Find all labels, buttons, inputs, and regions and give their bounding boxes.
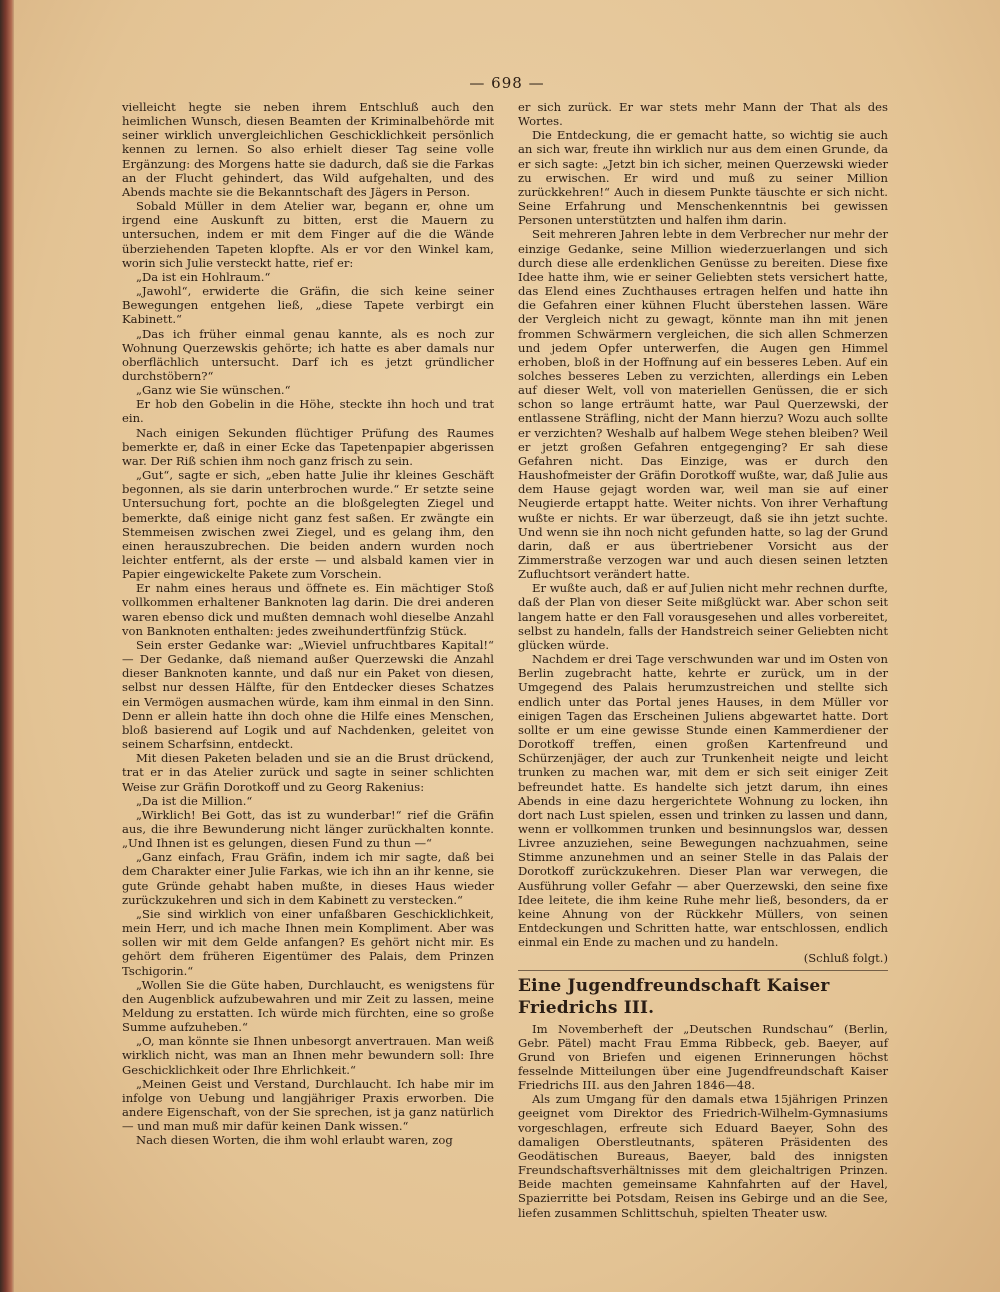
paragraph: „Das ich früher einmal genau kannte, als es noch zur Wohnung Querzewskis gehörte; ich hatte es aber damals nur oberflächlich untersucht. Darf ich es jetzt gründlicher durchstöbern?“: [122, 326, 494, 383]
paragraph: „O, man könnte sie Ihnen unbesorgt anvertrauen. Man weiß wirklich nicht, was man an Ihnen mehr bewundern soll: Ihre Geschicklichkeit oder Ihre Ehrlichkeit.“: [122, 1034, 494, 1077]
left-column: [122, 100, 494, 1190]
paragraph: „Ganz einfach, Frau Gräfin, indem ich mir sagte, daß bei dem Charakter einer Julie Farkas, wie ich ihn an ihr kenne, sie gute Gründe gehabt haben mußte, in dieses Haus wieder zurückzukehren und sich in dem Kabinett zu verstecken.“: [122, 850, 494, 907]
paragraph: Sobald Müller in dem Atelier war, begann er, ohne um irgend eine Auskunft zu bitten, erst die Mauern zu untersuchen, indem er mit dem Finger auf die die Wände überziehenden Tapeten klopfte. Als er vor den Winkel kam, worin sich Julie versteckt hatte, rief er:: [122, 199, 494, 270]
book-spine: [0, 0, 14, 1292]
paragraph: „Wollen Sie die Güte haben, Durchlaucht, es wenigstens für den Augenblick aufzubewahren und mir Zeit zu lassen, meine Meldung zu erstatten. Ich würde mich fürchten, eine so große Summe aufzuheben.“: [122, 977, 494, 1035]
right-column: [518, 100, 888, 1220]
paragraph: Nach diesen Worten, die ihm wohl erlaubt waren, zog: [136, 1133, 453, 1148]
paragraph: Nach einigen Sekunden flüchtiger Prüfung des Raumes bemerkte er, daß in einer Ecke das Tapetenpapier abgerissen war. Der Riß schien ihm noch ganz frisch zu sein.: [122, 425, 494, 468]
paragraph: „Sie sind wirklich von einer unfaßbaren Geschicklichkeit, mein Herr, und ich mache Ihnen mein Kompliment. Aber was sollen wir mit dem Gelde anfangen? Es gehört nicht mir. Es gehört dem früheren Eigentümer des Palais, dem Prinzen Tschigorin.“: [122, 906, 494, 978]
paragraph: Er nahm eines heraus und öffnete es. Ein mächtiger Stoß vollkommen erhaltener Banknoten lag darin. Die drei anderen waren ebenso dick und mußten demnach wohl dieselbe Anzahl von Banknoten enthalten: jedes zweihundertfünfzig Stück.: [122, 581, 494, 638]
paragraph: „Ganz wie Sie wünschen.“: [136, 383, 291, 398]
continued-note: (Schluß folgt.): [803, 951, 888, 966]
page-number: — 698 —: [469, 74, 545, 92]
paragraph: vielleicht hegte sie neben ihrem Entschluß auch den heimlichen Wunsch, diesen Beamten der Kriminalbehörde mit seiner wirklich unvergleichlichen Geschicklichkeit persönlich kennen zu lernen. So also erhielt dieser Tag seine volle Ergänzung: des Morgens hatte sie dadurch, daß sie die Farkas an der Flucht gehindert, das Wild aufgehalten, und des Abends machte sie die Bekanntschaft des Jägers in Person.: [122, 100, 494, 199]
article-paragraph: Als zum Umgang für den damals etwa 15jährigen Prinzen geeignet vom Direktor des Friedrich-Wilhelm-Gymnasiums vorgeschlagen, erfreute sich Eduard Baeyer, Sohn des damaligen Oberstleutnants, späteren Präsidenten des Geodätischen Bureaus, Baeyer, bald des innigsten Freundschaftsverhältnisses mit dem gleichaltrigen Prinzen. Beide machten gemeinsame Kahnfahrten auf der Havel, Spazierritte bei Potsdam, Reisen ins Gebirge und an die See, liefen zusammen Schlittschuh, spielten Theater usw.: [518, 1092, 888, 1220]
newspaper-page: [14, 0, 1000, 1292]
paragraph: „Gut“, sagte er sich, „eben hatte Julie ihr kleines Geschäft begonnen, als sie darin unterbrochen wurde.“ Er setzte seine Untersuchung fort, pochte an die bloßgelegten Ziegel und bemerkte, daß einige nicht ganz fest saßen. Er zwängte ein Stemmeisen zwischen zwei Ziegel, und es gelang ihm, den einen herauszubrechen. Die beiden andern wurden noch leichter entfernt, als der erste — und alsbald kamen vier in Papier eingewickelte Pakete zum Vorschein.: [122, 468, 494, 582]
paragraph: Seit mehreren Jahren lebte in dem Verbrecher nur mehr der einzige Gedanke, seine Million wiederzuerlangen und sich durch diese alle erdenklichen Genüsse zu bereiten. Diese fixe Idee hatte ihm, wie er seiner Geliebten stets versichert hatte, das Elend eines Zuchthauses ertragen helfen und hatte ihn die Gefahren einer kühnen Flucht überstehen lassen. Wäre der Vergleich nicht zu gewagt, könnte man ihn mit jenen frommen Schwärmern vergleichen, die sich allen Schmerzen und jedem Opfer unterwerfen, die Augen gen Himmel erhoben, bloß in der Hoffnung auf ein besseres Leben. Auf ein solches besseres Leben zu verzichten, allerdings ein Leben auf dieser Welt, voll von materiellen Genüssen, die er sich schon so lange erträumt hatte, war Paul Querzewski, der entlassene Sträfling, nicht der Mann hierzu? Wozu auch sollte er verzichten? Weshalb auf halbem Wege stehen bleiben? Weil er jetzt großen Gefahren entgegenging? Er sah diese Gefahren nicht. Das Einzige, was er durch den Haushofmeister der Gräfin Dorotkoff wußte, war, daß Julie aus dem Hause gejagt worden war, weil man sie auf einer Neugierde ertappt hatte. Weiter nichts. Von ihrer Verhaftung wußte er nichts. Er war überzeugt, daß sie ihn jetzt suchte. Und wenn sie ihn noch nicht gefunden hatte, so lag der Grund darin, daß er aus übertriebener Vorsicht aus der Zimmerstraße verzogen war und auch diesen seinen letzten Zufluchtsort verändert hatte.: [518, 227, 888, 582]
paragraph: Mit diesen Paketen beladen und sie an die Brust drückend, trat er in das Atelier zurück und sagte in seiner schlichten Weise zur Gräfin Dorotkoff und zu Georg Rakenius:: [122, 751, 494, 794]
paragraph: Die Entdeckung, die er gemacht hatte, so wichtig sie auch an sich war, freute ihn wirklich nur aus dem einen Grunde, da er sich sagte: „Jetzt bin ich sicher, meinen Querzewski wieder zu erwischen. Er wird und muß zu seiner Million zurückkehren!“ Auch in diesem Punkte täuschte er sich nicht. Seine Erfahrung und Menschenkenntnis bei gewissen Personen unterstützten und halfen ihm darin.: [518, 128, 888, 228]
paragraph: „Meinen Geist und Verstand, Durchlaucht. Ich habe mir im infolge von Uebung und langjähriger Praxis erworben. Die andere Eigenschaft, von der Sie sprechen, ist ja ganz natürlich — und man muß mir dafür keinen Dank wissen.“: [122, 1076, 494, 1134]
article-headline: Eine Jugendfreundschaft Kaiser Friedrichs III.: [518, 975, 830, 1018]
paragraph: Er hob den Gobelin in die Höhe, steckte ihn hoch und trat ein.: [122, 397, 494, 426]
article-paragraph: Im Novemberheft der „Deutschen Rundschau“ (Berlin, Gebr. Pätel) macht Frau Emma Ribbeck, geb. Baeyer, auf Grund von Briefen und eigenen Erinnerungen höchst fesselnde Mitteilungen über eine Jugendfreundschaft Kaiser Friedrichs III. aus den Jahren 1846—48.: [518, 1021, 888, 1093]
paragraph: „Da ist die Million.“: [136, 793, 253, 808]
paragraph: „Wirklich! Bei Gott, das ist zu wunderbar!“ rief die Gräfin aus, die ihre Bewunderung nicht länger zurückhalten konnte. „Und Ihnen ist es gelungen, diesen Fund zu thun —“: [122, 807, 494, 851]
paragraph: er sich zurück. Er war stets mehr Mann der That als des Wortes.: [518, 100, 888, 129]
article-divider: [518, 970, 888, 971]
paragraph: „Jawohl“, erwiderte die Gräfin, die sich keine seiner Bewegungen entgehen ließ, „diese Tapete verbirgt ein Kabinett.“: [122, 284, 494, 327]
paragraph: Sein erster Gedanke war: „Wieviel unfruchtbares Kapital!“ — Der Gedanke, daß niemand außer Querzewski die Anzahl dieser Banknoten kannte, und daß nur ein Paket von diesen, selbst nur dessen Hälfte, für den Entdecker dieses Schatzes ein Vermögen ausmachen würde, kam ihm einmal in den Sinn. Denn er allein hatte ihn doch ohne die Hilfe eines Menschen, bloß basierend auf Logik und auf Nachdenken, geleitet von seinem Scharfsinn, entdeckt.: [122, 637, 494, 752]
paragraph: Er wußte auch, daß er auf Julien nicht mehr rechnen durfte, daß der Plan von dieser Seite mißglückt war. Aber schon seit langem hatte er den Fall vorausgesehen und alles vorbereitet, selbst zu handeln, falls der Handstreich seiner Geliebten nicht glücken würde.: [518, 581, 888, 652]
paragraph: „Da ist ein Hohlraum.“: [136, 269, 271, 284]
paragraph: Nachdem er drei Tage verschwunden war und im Osten von Berlin zugebracht hatte, kehrte er zurück, um in der Umgegend des Palais herumzustreichen und stellte sich endlich unter das Portal jenes Hauses, in dem Müller vor einigen Tagen das Erscheinen Juliens abgewartet hatte. Dort sollte er um eine gewisse Stunde einen Kammerdiener der Dorotkoff treffen, einen großen Kartenfreund und Schürzenjäger, der auch zur Trunkenheit neigte und leicht trunken zu machen war, mit dem er sich seit einiger Zeit befreundet hatte. Es handelte sich jetzt darum, ihn eines Abends in eine dazu hergerichtete Wohnung zu locken, ihn dort nach Lust spielen, essen und trinken zu lassen und dann, wenn er vollkommen trunken und besinnungslos war, dessen Livree anzuziehen, seine Bewegungen nachzuahmen, seine Stimme anzunehmen und an seiner Stelle in das Palais der Dorotkoff zurückzukehren. Dieser Plan war verwegen, die Ausführung voller Gefahr — aber Querzewski, den seine fixe Idee leitete, die ihm keine Ruhe mehr ließ, besonders, da er keine Ahnung von der Rückkehr Müllers, von seinen Entdeckungen und Schritten hatte, war entschlossen, endlich einmal ein Ende zu machen und zu handeln.: [518, 652, 888, 950]
